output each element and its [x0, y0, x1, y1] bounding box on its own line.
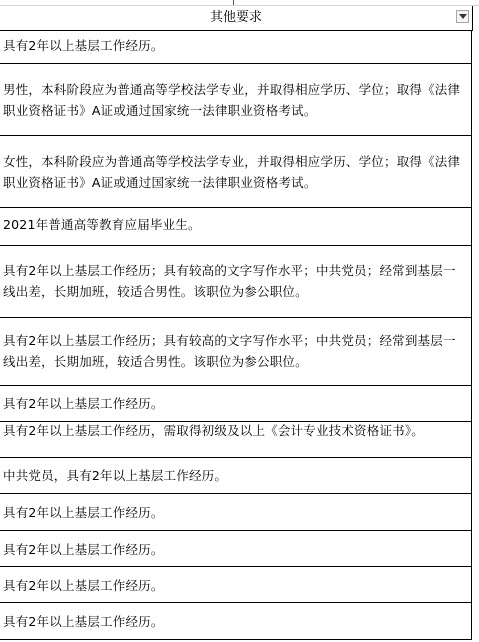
cell-text: 具有2年以上基层工作经历。 — [3, 396, 164, 411]
table-row[interactable] — [0, 318, 472, 386]
table-row[interactable] — [0, 603, 472, 640]
column-header-label: 其他要求 — [209, 10, 262, 25]
filter-dropdown-button[interactable] — [456, 10, 469, 23]
table-row[interactable] — [0, 64, 472, 136]
table-row[interactable] — [0, 136, 472, 208]
cell-text: 具有2年以上基层工作经历。 — [3, 542, 164, 557]
sheet-gutter — [473, 6, 479, 642]
table-row[interactable] — [0, 458, 472, 494]
table-row[interactable] — [0, 31, 472, 64]
column-header-cell[interactable] — [0, 6, 473, 31]
table-row[interactable] — [0, 567, 472, 603]
dropdown-arrow-icon — [459, 14, 467, 20]
table-row[interactable] — [0, 422, 472, 458]
table-row[interactable] — [0, 494, 472, 531]
table-row[interactable] — [0, 246, 472, 318]
cell-text: 具有2年以上基层工作经历。 — [3, 505, 164, 520]
cell-text: 具有2年以上基层工作经历；具有较高的文字写作水平；中共党员；经常到基层一线出差，长期加班，较适合男性。该职位为参公职位。 — [3, 333, 456, 369]
cell-text: 中共党员，具有2年以上基层工作经历。 — [3, 468, 228, 483]
cell-text: 具有2年以上基层工作经历；具有较高的文字写作水平；中共党员；经常到基层一线出差，长期加班，较适合男性。该职位为参公职位。 — [3, 263, 456, 299]
cell-text: 具有2年以上基层工作经历。 — [3, 614, 164, 629]
cell-text: 男性，本科阶段应为普通高等学校法学专业，并取得相应学历、学位；取得《法律职业资格证书》A证或通过国家统一法律职业资格考试。 — [3, 82, 461, 118]
cell-text: 具有2年以上基层工作经历，需取得初级及以上《会计专业技术资格证书》。 — [3, 423, 425, 438]
table-row[interactable] — [0, 386, 472, 422]
cell-text: 女性，本科阶段应为普通高等学校法学专业，并取得相应学历、学位；取得《法律职业资格证书》A证或通过国家统一法律职业资格考试。 — [3, 154, 461, 190]
cell-text: 2021年普通高等教育应届毕业生。 — [3, 217, 201, 232]
cell-cursor-mark — [233, 0, 238, 5]
table-row[interactable] — [0, 208, 472, 246]
cell-text: 具有2年以上基层工作经历。 — [3, 578, 164, 593]
cell-text: 具有2年以上基层工作经历。 — [3, 38, 164, 53]
table-row[interactable] — [0, 531, 472, 567]
